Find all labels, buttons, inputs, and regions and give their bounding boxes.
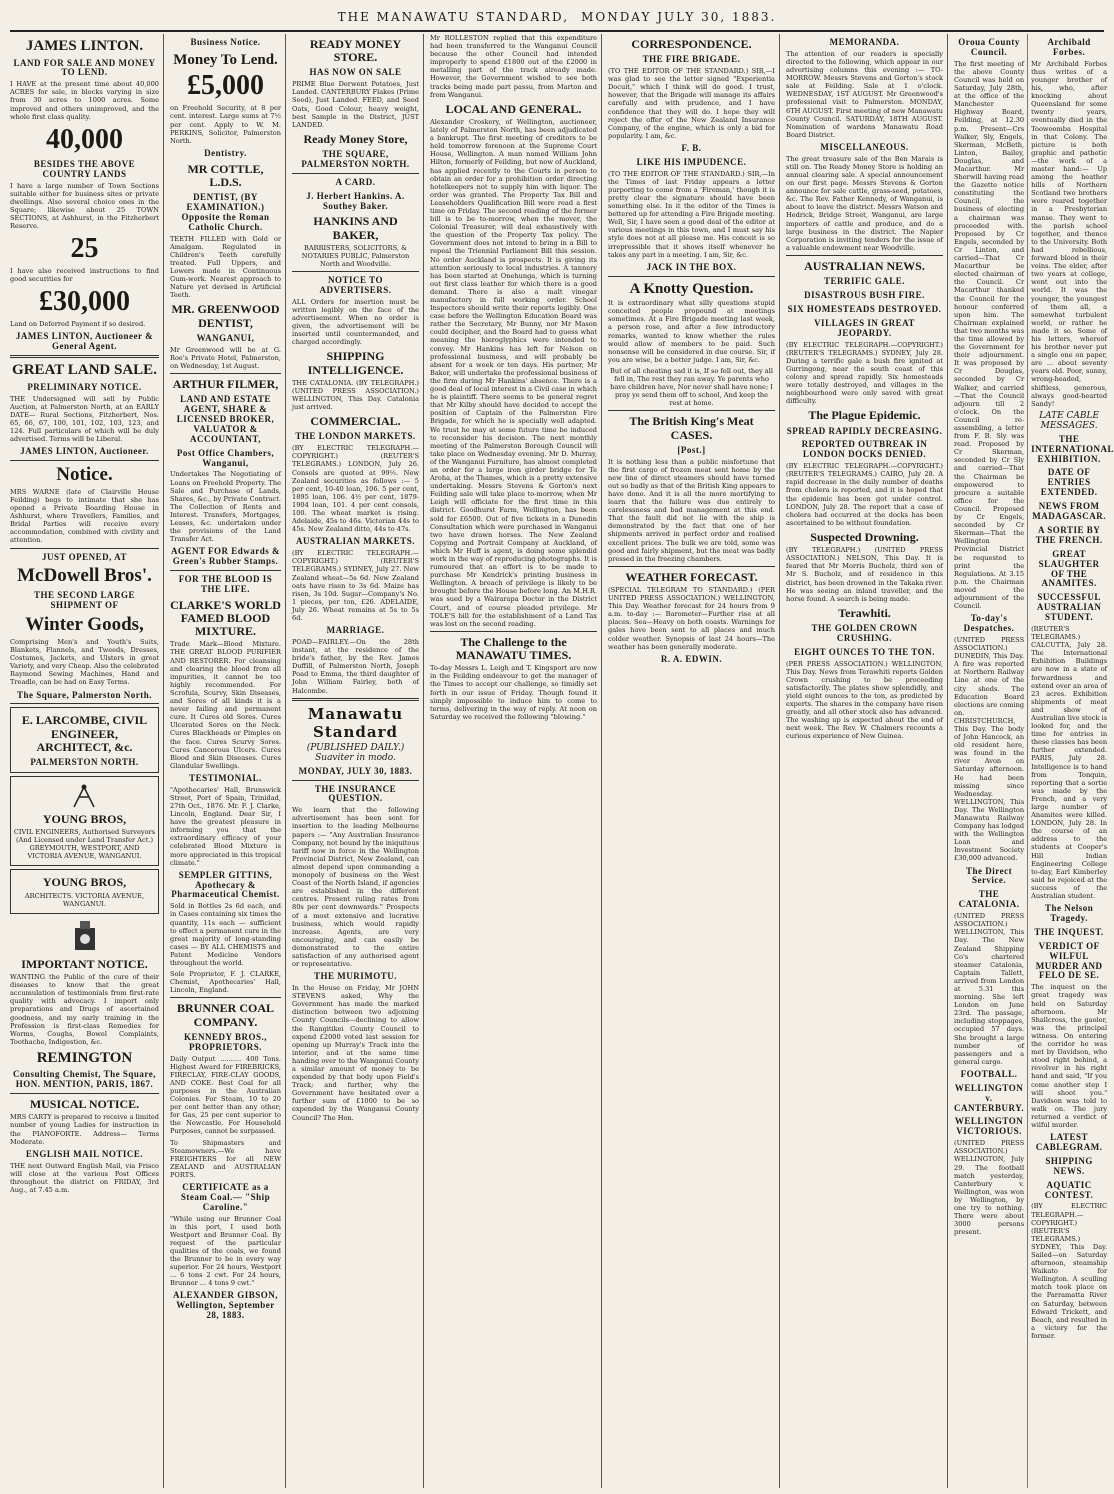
plague-text: (BY ELECTRIC TELEGRAPH.—COPYRIGHT.) (REUTER'S TELEGRAMS.) CAIRO, July 28. A rapid decrease in the daily number of deaths from cholera is reported, and it is hoped that the epidemic has been got under control. LONDON, July 28. The report that a case of cholera had occurred at the docks has been ascertained to be without foundation. [786,462,943,527]
verdict-heading: VERDICT OF WILFUL MURDER AND FELO DE SE. [1035,940,1103,981]
insurance-heading: THE INSURANCE QUESTION. [314,783,397,804]
divider [292,173,419,174]
testimonial-signature: SEMPLER GITTINS, Apothecary & Pharmaceutical Chemist. [171,869,280,900]
direct-service-text: (UNITED PRESS ASSOCIATION.) WELLINGTON, This Day. The New Zealand Shipping Co's chartered steamer Catalonia, Captain Tallett, arrived from London at 5.31 this morning. She left London on June 23rd. The passage, including stoppages, occupied 57 days. She brought a large number of passengers and a general cargo. [954,912,1025,1066]
column-2 [166,34,286,1488]
impudence-signature: JACK IN THE BOX. [646,261,737,272]
ready-money-sub: HAS NOW ON SALE [309,67,402,78]
ship-certificate-heading: CERTIFICATE as a Steam Coal.— "Ship Caroline." [180,1181,271,1212]
suspected-drowning-text: (BY TELEGRAPH.) (UNITED PRESS ASSOCIATION.) NELSON, This Day. It is feared that Mr Morris Bucholz, third son of Mr S. Bucholz, and of residence in this district, has been drowned in the Takaka river. He was seeing an inland traveller, and the horse found. A search is being made. [786,546,943,603]
weather-heading: WEATHER FORECAST. [625,569,758,584]
divider [10,703,159,704]
column-1 [6,34,164,1488]
divider [10,355,159,358]
aquatic-heading: AQUATIC CONTEST. [1044,1179,1094,1200]
column-7 [950,34,1114,1488]
money-text-2: Land on Deferred Payment if so desired. [10,320,146,329]
masthead [10,4,1104,32]
student-heading: SUCCESSFUL AUSTRALIAN STUDENT. [1036,592,1102,623]
cottle-sub: DENTIST, (BY EXAMINATION.) Opposite the Roman Catholic Church. [181,192,270,232]
divider [292,271,419,272]
issue-date: MONDAY JULY 30, 1883. [581,10,777,24]
hankins-sub: BARRISTERS, SOLICITORS, & NOTARIES PUBLIC, Palmerston North and Woodville. [301,243,410,269]
weather-text: (SPECIAL TELEGRAM TO STANDARD.) (PER UNITED PRESS ASSOCIATION.) WELLINGTON, This Day. Weather forecast for 24 hours from 9 a.m. to-day :— Barometer—Further rise at all places. Sea—Heavy on both coasts. Warnings for gales have been sent to all places and much colder weather. Synopsis of last 24 hours—The weather has been generally moderate. [608,586,775,651]
acres-figure: 40,000 [46,123,123,155]
kennedy-heading: KENNEDY BROS., PROPRIETORS. [184,1031,267,1052]
direct-service-sub: THE CATALONIA. [958,889,1020,910]
preliminary-notice: PRELIMINARY NOTICE. [27,381,142,392]
james-linton-sub: LAND FOR SALE AND MONEY TO LEND. [13,57,156,78]
divider [608,410,775,411]
british-king-sub: [Post.] [677,444,706,455]
subcolumn-right [1028,34,1114,1488]
greenwood-sub: WANGANUI, [196,332,255,343]
divider [170,570,281,571]
remington-sub: Consulting Chemist, The Square, HON. MENTION, PARIS, 1867. [13,1069,156,1090]
musical-notice-heading: MUSICAL NOTICE. [29,1097,140,1112]
standard-motto: (PUBLISHED DAILY.) Suaviter in modo. [306,742,405,763]
standard-title: Manawatu Standard [307,704,404,741]
divider [170,373,281,374]
despatches-heading: To-day's Despatches. [963,613,1015,634]
mcdowell-heading: McDowell Bros'. [17,565,152,587]
madagascar-heading: NEWS FROM MADAGASCAR. [1032,501,1106,522]
arthur-filmer-office: Post Office Chambers, Wanganui, [176,447,275,468]
eight-ounces-heading: EIGHT OUNCES TO THE TON. [794,646,935,657]
editorial-date: MONDAY, JULY 30, 1883. [298,765,413,776]
fire-brigade-heading: THE FIRE BRIGADE. [642,54,741,65]
murimotu-text: In the House on Friday, Mr JOHN STEVENS asked, Why the Government has made the marked distinction between two adjoining County Councils—declining to allow the Rangitikei County Council to expend £2000 voted last session for opening up Murray's Track into the interior, and at the same time handing over to the Wanganui County a similar amount of money to be expended by that body upon Field's Track; and further, why the Government have hesitated over a further sum of £1000 to be so expended by the Wanganui County Council? The Hon. [292,984,419,1122]
card-names: J. Herbert Hankins. A. Southey Baker. [306,190,405,211]
young-bros-text: CIVIL ENGINEERS, Authorised Surveyors (And Licensed under Land Transfer Act.) GREYMOUTH, WESTPORT, AND VICTORIA AVENUE, WANGANUI. [13,828,156,861]
alexander-gibson: ALEXANDER GIBSON, Wellington, September 28, 1883. [172,1290,279,1321]
arthur-filmer-text: Undertakes The Negotiating of Loans on Freehold Property. The Sale and Purchase of Lands, Shares, &c., by Private Contract. The Collection of Rents and Interest. Transfers, Mortgages, Leases, &c. undertaken under the provisions of the Land Transfer Act. [170,470,281,544]
divider [10,460,159,461]
knotty-heading: A Knotty Question. [629,280,754,297]
direct-service-heading: The Direct Service. [966,865,1013,886]
slaughter-heading: GREAT SLAUGHTER OF THE ANAMITES. [1038,548,1100,589]
james-linton-heading: JAMES LINTON. [25,38,144,54]
fire-brigade-text: (TO THE EDITOR OF THE STANDARD.) SIR,—I was glad to see the letter signed "Experientia Docuit," which I think will do good. I trust, however, that the Brigade will manage its affairs carefully and with prudence, and I have confidence that they will do. I hope they will reject the offer of the New Zealand Insurance Company, of the engine, which is only a bid for popularity. I am, &c. [608,67,775,140]
rolleston-text: Mr ROLLESTON replied that this expenditure had been transferred to the Wanganui Council because the other Council had intended improperly to spend £1800 out of the £2000 in metalling part of the track already made. However, the Government wished to see both tracks being made part passu, from Marton and from Wanganui. [430,34,597,99]
local-general-heading: LOCAL AND GENERAL. [445,101,582,116]
knotty-text: It is extraordinary what silly questions stupid conceited people propound at meetings sometimes. At a Fire Brigade meeting last week, a person rose, and after a few introductory remarks, wanted to know whether the rules would allow of members to be paid. Such nonsense will be considered in due course. Sir, if you are wise, be a better judge. I am, Sir, &c. [608,299,775,364]
entries-heading: DATE OF ENTRIES EXTENDED. [1040,467,1098,498]
young-bros-ad-2 [10,869,159,913]
marriage-text: POAD—FAIRLEY.—On the 28th instant, at the residence of the bride's father, by the Rev. James Duffill, of Palmerston North, Joseph Poad to Emma, the third daughter of John William Fairley, both of Halcombe. [292,637,419,695]
linton-signature: JAMES LINTON, Auctioneer & General Agent. [15,331,154,352]
arthur-filmer-sub: LAND AND ESTATE AGENT, SHARE & LICENSED BROKER, VALUATOR & ACCOUNTANT, [176,394,275,444]
nelson-heading: The Nelson Tragedy. [1044,903,1094,924]
great-sale-text: THE Undersigned will sell by Public Auction, at Palmerston North, at an EARLY DATE— Rural Sections, Fitzherbert, Nos. 65, 66, 67, 100, 101, 102, 103, 123, and 124. Full particulars of which will be duly advertised. Terms will be Liberal. [10,394,159,444]
knotty-verse: But of all cheating sad it is, If so fell out, they all fell in, The rest they ran away. Ye parents who have children have, Nor never shall have none; I pray ye send them off to school, And keep the rest at home. [610,366,773,408]
divider [292,698,419,701]
column-6 [782,34,948,1488]
larcombe-ad [10,707,159,772]
murimotu-heading: THE MURIMOTU. [314,971,397,982]
linton-signature-2: JAMES LINTON, Auctioneer. [20,446,149,457]
larcombe-sub: PALMERSTON NORTH. [30,757,139,768]
late-cable-heading: LATE CABLE MESSAGES. [1039,410,1100,431]
nelson-text: The inquest on the great tragedy was held on Saturday afternoon. Mr Shallcross, the gaoler, was the principal witness. On entering the corridor he was met by Davidson, who stood right behind, a revolver in his right hand and said, "If you come another step I will shoot you." Davidson was told to walk on. The jury returned a verdict of wilful murder. [1031,983,1108,1129]
blood-heading: FOR THE BLOOD IS THE LIFE. [178,574,273,594]
australian-markets-heading: AUSTRALIAN MARKETS. [295,536,416,547]
dentistry-label: Dentistry. [204,147,247,158]
football-text: (UNITED PRESS ASSOCIATION.) WELLINGTON, July 29. The football match yesterday, Canterbury v. Wellington, was won by Wellington, by one try to nothing. There were about 3000 persons present. [954,1139,1025,1237]
subcolumn-left [954,34,1028,1488]
memoranda-text: The attention of our readers is specially directed to the following, which appear in our advertising columns this evening :— TO-MORROW. Messrs Stevens and Gorton's stock sale at Feilding. Sale at 1 o'clock. WEDNESDAY, 1ST AUGUST. Mr Greenwood's professional visit to Palmerston. MONDAY, 6TH AUGUST. First meeting of new Manawatu County Council. SATURDAY, 18TH AUGUST. Nomination of wardens Manawatu Road Board District. [786,49,943,139]
villages-heading: VILLAGES IN GREAT JEOPARDY. [814,317,915,338]
british-king-heading: The British King's Meat CASES. [629,414,754,442]
notice-text: MRS WARNE (late of Clairville House Feilding) begs to intimate that she has opened a Private Boarding House in Ashhurst, where Travellers, Families, and Bridal Parties will receive every accommodation, combined with civility and attention. [10,487,159,545]
despatches-text: (UNITED PRESS ASSOCIATION.) DUNEDIN, This Day. A fire was reported at Northern Railway Line at one of the city sheds. The Education Board elections are coming on. CHRISTCHURCH, This Day. The body of John Hancock, an old resident here, was found in the river Avon on Saturday afternoon. He had been missing since Wednesday. WELLINGTON, This Day. The Wellington Manawatu Railway Company has lodged with the Wellington Loan and Investment Society £30,000 advanced. [954,635,1025,863]
terawhiti-heading: Terawhiti. [838,605,891,620]
paper-name: THE MANAWATU STANDARD, [337,10,570,24]
football-victorious: WELLINGTON VICTORIOUS. [954,1116,1024,1137]
plague-spread-heading: SPREAD RAPIDLY DECREASING. [786,425,943,436]
young-bros-heading-2: YOUNG BROS, [42,875,127,890]
australian-news-text: (BY ELECTRIC TELEGRAPH.—COPYRIGHT.) (REUTER'S TELEGRAMS.) SYDNEY, July 28. During a terrific gale a bush fire ignited at Gurringong, near the south coast of this colony and spread rapidly. Six homesteads were totally destroyed, and villages in the neighbourhood were only saved with great difficulty. [786,340,943,406]
ready-money-text: PRIME Blue Derwent Potatoes, Just Landed. CANTERBURY Flakes (Prime Seed), Just Landed. FEED, and Seed Oats, Good Colour, heavy weight, best Sample in the District, JUST LANDED. [292,80,419,129]
shippers-text: To Shipmasters and Steamowners.—We have FREIGHTERS for all NEW ZEALAND and AUSTRALIAN PORTS. [170,1138,281,1179]
miscellaneous-heading: MISCELLANEOUS. [820,141,909,152]
divider [170,997,281,998]
correspondence-heading: CORRESPONDENCE. [631,37,752,51]
bottles-text: Sold in Bottles 2s 6d each, and in Cases containing six times the quantity, 11s each — sufficient to effect a permanent cure in the great majority of long-standing cases — BY ALL CHEMISTS and Patent Medicine Vendors throughout the world. [170,902,281,968]
commercial-heading: COMMERCIAL. [310,414,401,429]
terrific-gale-heading: TERRIFIC GALE. [823,276,905,287]
mail-notice-heading: ENGLISH MAIL NOTICE. [25,1148,144,1159]
ready-money-heading: READY MONEY STORE. [309,37,402,65]
chemist-illustration [10,918,159,954]
plague-heading: The Plague Epidemic. [808,408,921,423]
hankins-heading: HANKINS AND BAKER, [313,214,398,242]
divider [292,780,419,781]
important-notice-text: WANTING the Public of the cure of their diseases to know that the great accumulation of testimonials from first-rate quality with advocacy. I import only preparations and Drugs of ascertained goodness, and my early training in the Profession is first-class Remedies for Worms, Coughs, Bowel Complaints, Toothache, Indigestion, &c. [10,973,159,1046]
oroua-text: The first meeting of the above County Council was held on Saturday, July 28th, at the office of the Manchester Highway Board, Feilding, at 12.30 p.m. Present—Crs Walker, Sly, Engels, Skerman, McBeth, Linton, Bailey, Douglas, and Macarthur. Mr Sherwill having read the Gazette notice constituting the Council, the business of electing a chairman was proceeded with. Proposed by Cr Engels, seconded by Cr Linton, and carried—That Cr Macarthur be elected chairman of the Council. Cr Macarthur thanked the Council for the honour conferred upon him. The Chairman explained that two months was the time allowed by the Government for their adjournment. It was proposed by Cr Douglas, seconded by Cr Walker, and carried—That the Council adjourn till 2 o'clock. On the Council re-assembling, a letter from F. B. Sly was read. Proposed by Cr Skerman, seconded by Cr Sly and carried—That the Chairman be empowered to procure a suitable office for the Council. Proposed by Cr Engels, seconded by Cr Skerman—That the Wellington Provincial District be requested to print the Regulations. At 3.15 p.m. the Chairman moved the adjournment of the Council. [954,59,1025,611]
column-5 [604,34,780,1488]
impudence-heading: LIKE HIS IMPUDENCE. [636,156,747,167]
rubber-stamps-agent: AGENT FOR Edwards & Green's Rubber Stamps. [170,546,281,567]
divider [608,566,775,567]
money-text: I have also received instructions to find good securities for [10,267,159,284]
arthur-filmer-heading: ARTHUR FILMER, [172,376,279,391]
football-sub: WELLINGTON v. CANTERBURY. [954,1082,1025,1113]
aquatic-text: (BY ELECTRIC TELEGRAPH.—COPYRIGHT.) (REUTER'S TELEGRAMS.) SYDNEY, This Day. Sailed—on Saturday afternoon, steamship Waikato for Wellington. A sculling match took place on the Parramatta River on Saturday, between Edward Trickett, and Beach, and resulted in a victory for the former. [1031,1202,1108,1340]
archibald-heading: Archibald Forbes. [1047,37,1091,57]
money-to-lend-text: on Freehold Security, at 8 per cent. interest. Large sums at 7½ per cent. Apply to W. M. PERKINS, Solicitor, Palmerston North. [170,104,281,145]
money-figure: £30,000 [39,286,130,318]
column-3 [288,34,424,1488]
shipping-news-heading: SHIPPING NEWS. [1045,1155,1093,1176]
square-address: The Square, Palmerston North. [16,689,153,700]
latest-cablegram-heading: LATEST CABLEGRAM. [1035,1132,1103,1152]
australian-news-heading: AUSTRALIAN NEWS. [804,258,925,273]
card-heading: A CARD. [335,176,376,187]
divider [10,1093,159,1094]
ship-certificate-text: "While using our Brunner Coal in this port, I used both Westport and Brunner Coal. By request of the particular qualities of the coals, we found the Brunner to be in every way superior. For 24 hours, Westport ... 6 tons 2 cwt. For 24 hours, Brunner ... 4 tons 9 cwt." [170,1214,281,1288]
besides-heading: BESIDES THE ABOVE COUNTRY LANDS [33,158,136,179]
challenge-text: To-day Messrs L. Leigh and T. Kingsport are now in the Feilding endeavour to get the manager of the Times to accept our challenge, so timidly set forth in our issue of Friday. Though found it simply impossible to induce him to come to terms, delivering in the way of reply. At noon on Saturday we received the following "blowing." [430,664,597,721]
five-thousand-figure: £5,000 [187,70,264,102]
impudence-text: (TO THE EDITOR OF THE STANDARD.) SIR,—In the Times of last Friday appears a letter purporting to come from a 'Fireman,' though it is pretty clear the signature should have been something else. In it the editor of the Times is bettered up for attending a Fire Brigade meeting. Well, Sir, I have seen a good deal of the editor at various meetings in this town, and I must say his style does not at all please me. His conceit is so irrepressible that it shows itself whenever he takes any part in a meeting. I am, Sir, &c. [608,169,775,259]
testimonial-text: "Apothecaries' Hall, Brunswick Street, Port of Spain, Trinidad, 27th Oct., 1876. Mr. F. J. Clarke, Lincoln, England. Dear Sir, I have the greatest pleasure in informing you that the extraordinary efficacy of your celebrated Blood Mixture is more appreciated in this tropical climate." [170,785,281,867]
brunner-heading: BRUNNER COAL COMPANY. [176,1001,274,1029]
divider [608,276,775,277]
remington-heading: REMINGTON [36,1049,133,1066]
greenwood-text: Mr Greenwood will be at G. Roe's Private Hotel, Palmerston, on Wednesday, 1st August. [170,345,281,370]
business-notice: Business Notice. [190,37,261,47]
young-bros-ad-1 [10,776,159,867]
money-to-lend-heading: Money To Lend. [173,51,278,68]
young-bros-text-2: ARCHITECTS. VICTORIA AVENUE, WANGANUI. [24,891,145,908]
fire-brigade-signature: F. B. [681,142,702,153]
musical-notice-text: MRS CARTY is prepared to receive a limited number of young Ladies for instruction in the PIANOFORTE. Address— Terms Moderate. [10,1113,159,1146]
testimonial-heading: TESTIMONIAL. [189,772,262,783]
second-shipment: THE SECOND LARGE SHIPMENT OF [33,590,136,611]
young-bros-heading: YOUNG BROS, [42,811,127,826]
cable-text: (REUTER'S TELEGRAMS.) CALCUTTA, July 28. The International Exhibition Buildings are now in a state of forwardness and extend over an area of 23 acres. Exhibition shipments of meat and show of Australian live stock is looked for, and the time for entries in these classes has been further extended. PARIS, July 28. Intelligence is to hand from Tonquin, reporting that a sortie was made by the French, and a very large number of Anamites were killed. LONDON, July 28. In the course of an address to the students at Cooper's Hill Indian Engineering College to-day, Earl Kimberley said he rejoiced at the success of the Australian student. [1031,624,1108,901]
surveyor-illustration [13,783,156,809]
local-general-text: Alexander Croskery, of Wellington, auctioneer, lately of Palmerston North, has been adjudicated a bankrupt. The first meeting of creditors to be held tomorrow forenoon at the Supreme Court House, Wellington. A man named William John Hilton, formerly of Feilding, but now of Auckland, has applied recently to the Courts in person to obtain an order for a prohibition order directing hotelkeepers not to supply him with liquor. The order was granted. The Property Tax Bill and Leaseholders Qualification Bill were read a first time on Friday. The second reading of the former bill is to be to-morrow, when the mover, the Colonial Treasurer, will deal exhaustively with the question of the Property Tax policy. The Government does not intend to bring in a Bill to repeal the Triennial Parliament Bill this session. No order Auckland is prospects. It is giving its attention seriously to local industries. A tannery has been started at Onehunga, which is turning out first class leather for which there is a good demand. There is also a malt vinegar manufactory in full working order. School Inspectors should write their reports legibly. One case before the Wellington Education Board was rather the Secretary, Mr Bunny, nor Mr Mason could decipher, and the Board had to guess what meaning the hieroglyphics were intended to convey. Mr Hankins has left for Nelson on professional business, and will probably be absent for a week or ten days. His partner, Mr Baker, will undertake the professional business of the firm during Mr Hankins' absence. There is a good deal of local interest in a Civil case in which he is plaintiff. There seems to be general regret that Mr Kilby should have decided to accept the position of Captain of the Palmerston Fire Brigade, for which he is specially well adapted. We trust he may at some future time be induced to reconsider his decision. The next monthly meeting of the Palmerston Borough Council will take place on Wednesday evening. Mr D. Murray, of the Wanganui Furniture, has almost completed an order for a large iron girder bridge for Te Aroha, at the Thames, which is a pretty extensive undertaking. Messrs Stevens & Gorton's next Feilding sale will take place to-morrow, when Mr Leigh will officiate for the first time in this district. Goodhurst Farm, Wellington, has been sold for £6500. Out of five tickets in a Dunedin Consultation which were purchased in Wanganui two have drawn horses. The New Zealand Copying and Portrait Company at Auckland, of which Mr Huff is agent, is doing some splendid work in the way of reproducing photographs. It is rumoured that an effort is to be made to purchase Mr Kendrick's printing business in Wellington. A breach of privilege is likely to be brought before the House before long. An M.H.R. was sued by a Wairarapa Doctor in the District Court, and of course pleaded privilege. Mr TOLE'S bill for the establishment of a Land Tax was lost on the second reading. [430,117,597,628]
six-homesteads-heading: SIX HOMESTEADS DESTROYED. [787,303,942,314]
bushfire-heading: DISASTROUS BUSH FIRE. [804,290,925,301]
australian-markets-text: (BY ELECTRIC TELEGRAPH.—COPYRIGHT.) (REUTER'S TELEGRAMS.) SYDNEY, July 27. New Zealand wheat—5s 6d. New Zealand oats have risen to 3s 6d. Maize has risen, 3s 10d. Sugar—Company's No. 1 pieces, per ton, £26. ADELAIDE, July 26. Wheat remains at 5s to 5s 6d. [292,549,419,622]
exhibition-heading: THE INTERNATIONAL EXHIBITION. [1031,433,1114,464]
oroua-heading: Oroua County Council. [958,37,1020,57]
london-markets-text: (BY ELECTRIC TELEGRAPH.—COPYRIGHT.) (REUTER'S TELEGRAMS.) LONDON, July 26. Consols are quoted at 99½. New Zealand securities as follows :— 5 per cent, 10-40 loan, 106. 5 per cent, 1895 loan, 106. 4½ per cent, 1879-1904 loan, 101. 4 per cent consols, 100. The wheat market is rising. Adelaide, 45s to 46s. Victorian 44s to 45s. New Zealand ditto, 44s to 47s. [292,444,419,534]
besides-text: I have a large number of Town Sections suitable either for business sites or private dwellings. Also several choice ones in the Square; likewise about 25 TOWN SECTIONS, at Ashhurst, in the Fitzherbert Reserve. [10,181,159,230]
inquest-heading: THE INQUEST. [1034,926,1104,937]
plague-outbreak-heading: REPORTED OUTBREAK IN LONDON DOCKS DENIED. [801,439,928,460]
clarke-text: Trade Mark—Blood Mixture. THE GREAT BLOOD PURIFIER AND RESTORER. For cleansing and clearing the blood from all impurities, it cannot be too highly recommended. For Scrofula, Scurvy, Skin Diseases, and Sores of all kinds it is a never failing and permanent cure. It Cures old Sores. Cures Ulcerated Sores on the Neck. Cures Blackheads or Pimples on the face. Cures Scurvy Sores. Cures Cancerous Ulcers. Cures Blood and Skin Diseases. Cures Glandular Swellings. [170,640,281,770]
shipping-heading: SHIPPING INTELLIGENCE. [307,349,404,377]
winter-goods-heading: Winter Goods, [25,614,144,636]
column-4 [426,34,602,1488]
cottle-text: TEETH FILLED with Gold or Amalgam. Regulated in Children's Teeth carefully treated. Full Uppers, and Lowers made in Continuous Gum-work. Nearest approach to Nature yet devised in Artificial Teeth. [170,234,281,300]
clarke-heading: CLARKE'S WORLD FAMED BLOOD MIXTURE. [170,597,281,639]
cottle-heading: MR COTTLE, L.D.S. [187,161,264,189]
important-notice-heading: IMPORTANT NOTICE. [21,956,148,971]
memoranda-heading: MEMORANDA. [829,37,900,47]
marriage-heading: MARRIAGE. [326,625,385,636]
town-sections-figure: 25 [70,233,99,265]
catalonia-text: THE CATALONIA. (BY TELEGRAPH.) (UNITED PRESS ASSOCIATION.) WELLINGTON, This Day. Catalonia just arrived. [292,378,419,412]
suspected-drowning-heading: Suspected Drowning. [810,529,919,544]
challenge-heading: The Challenge to the MANAWATU TIMES. [455,634,572,663]
ready-money-store-sub: THE SQUARE, PALMERSTON NORTH. [301,149,410,169]
mail-notice-text: THE next Outward English Mail, via Frisco will close at the various Post Offices throughout the district on FRIDAY, 3rd Aug., at 7.45 a.m. [10,1161,159,1194]
divider [430,631,597,632]
miscellaneous-text: The great treasure sale of the Ben Marais is still on. The Ready Money Store is holding an annual clearing sale. A special announcement on our first page. Messrs Stevens & Gorton announce for sale cattle, grass-seed, potatoes, &c. The Rev. Father Kennedy, of Wanganui, is about to leave the district. Messrs Watson and Hedrick, Bridge Street, Wanganui, are large importers of cattle and produce, and do a large business in the district. The Napier Corporation is inviting tenders for the issue of a valuable endowment near Woodville. [786,154,943,252]
larcombe-heading: E. LARCOMBE, CIVIL ENGINEER, ARCHITECT, &c. [21,713,148,754]
weather-signature: R. A. EDWIN. [660,653,723,664]
proprietor-text: Sole Proprietor, F. J. CLARKE, Chemist, Apothecaries' Hall, Lincoln, England. [170,970,281,995]
terawhiti-text: (PER PRESS ASSOCIATION.) WELLINGTON, This Day. News from Terawhiti reports Golden Crown crushing to be proceeding satisfactorily. The plates show splendidly, and yield eight ounces to the ton, as predicted by experts. The shares in the company have risen greatly, and all other stock also has advanced. The washing up is expected about the end of next week. The Rev. W. Chalmers recounts a curious experience of New Guinea. [786,659,943,741]
sortie-heading: A SORTIE BY THE FRENCH. [1035,524,1103,545]
just-opened: JUST OPENED, AT [42,551,127,562]
british-king-text: It is nothing less than a public misfortune that the first cargo of frozen meat sent home by the new line of direct steamers should have turned out so badly as that of the British King appears to have done. And it is all the more mortifying to learn that the failure was due entirely to carelessness and bad management at this end. That the fault did not lie with the ship is demonstrated by the fact that one of her shipments arrived in perfect order and realised excellent prices. The bulk we are told, some was good and fairly shipment, but the meat was badly pressed in the freezing chambers. [608,457,775,563]
notice-heading: Notice. [56,464,113,485]
football-heading: FOOTBALL. [960,1068,1018,1079]
london-markets-heading: THE LONDON MARKETS. [295,431,416,442]
james-linton-text: I HAVE at the present time about 40,000 ACRES for sale, in blocks varying in size from 30 acres to 1000 acres. Some improved and others unimproved, and the whole first class quality. [10,80,159,121]
notice-advertisers-heading: NOTICE TO ADVERTISERS. [319,275,392,296]
greenwood-heading: MR. GREENWOOD DENTIST, [171,302,280,330]
divider [786,255,943,256]
great-land-sale-heading: GREAT LAND SALE. [12,362,157,379]
golden-crown-heading: THE GOLDEN CROWN CRUSHING. [811,622,918,643]
archibald-text: Mr Archibald Forbes thus writes of a younger brother of his, who, after knocking about Queensland for some twenty years, eventually died in the Toowoomba Hospital in that Colony. The picture is both graphic and pathetic —the work of a master hand:— Up among the heather hills of Northern Scotland two brothers were reared together in a Presbyterian manse. They went to the parish school together, and thence to the University. Both had rebellious, forward blood in their veins. The elder, after two years at college, went out into the world. It was the younger, the youngest of them all, a somewhat turbulent world, or rather he made it so. Some of his letters, whereof his brother never put a single one on paper, are ... about seventy years old. Poor, sunny, wrong-headed, shiftless, generous, always good-hearted Sandy! [1031,59,1108,408]
coal-text: Daily Output .......... 400 Tons. Highest Award for FIREBRICKS, FIRECLAY, FIRE-CLAY GOODS, AND COKE. Best Coal for all purposes in the Australian Colonies. For Steam, 10 to 20 per cent better than any other; for Gas, 25 per cent superior to the Newcastle. For Household Purposes, cannot be surpassed. [170,1054,281,1136]
ready-money-store-heading: Ready Money Store, [303,131,408,146]
insurance-text: We learn that the following advertisement has been sent for insertion to the leading Melbourne papers :— "Any Australian Insurance Company, not bound by the iniquitous tariff now in force in the Wellington Provincial District, New Zealand, can almost depend upon commanding a monopoly of business on the West Coast of the North Island, if agencies are established in the different centres. Present ruling rates from 80s per cent downwards." Prospects of a most extensive and lucrative business, which would rapidly increase. Agents, are very encouraging, and can easily be demonstrated to the entire satisfaction of any authorised agent or representative. [292,806,419,969]
notice-advertisers-text: ALL Orders for insertion must be written legibly on the face of the advertisement. When no order is given, the advertisement will be inserted until countermanded, and charged accordingly. [292,297,419,347]
divider [10,548,159,549]
winter-goods-text: Comprising Men's and Youth's Suits, Blankets, Flannels, and Tweeds, Dresses, Costumes, Jackets, and Ulsters in great Variety, and very Cheap. Also the celebrated Raymond Sewing Machines, Hand and Treadle, can be had on Easy Terms. [10,638,159,687]
